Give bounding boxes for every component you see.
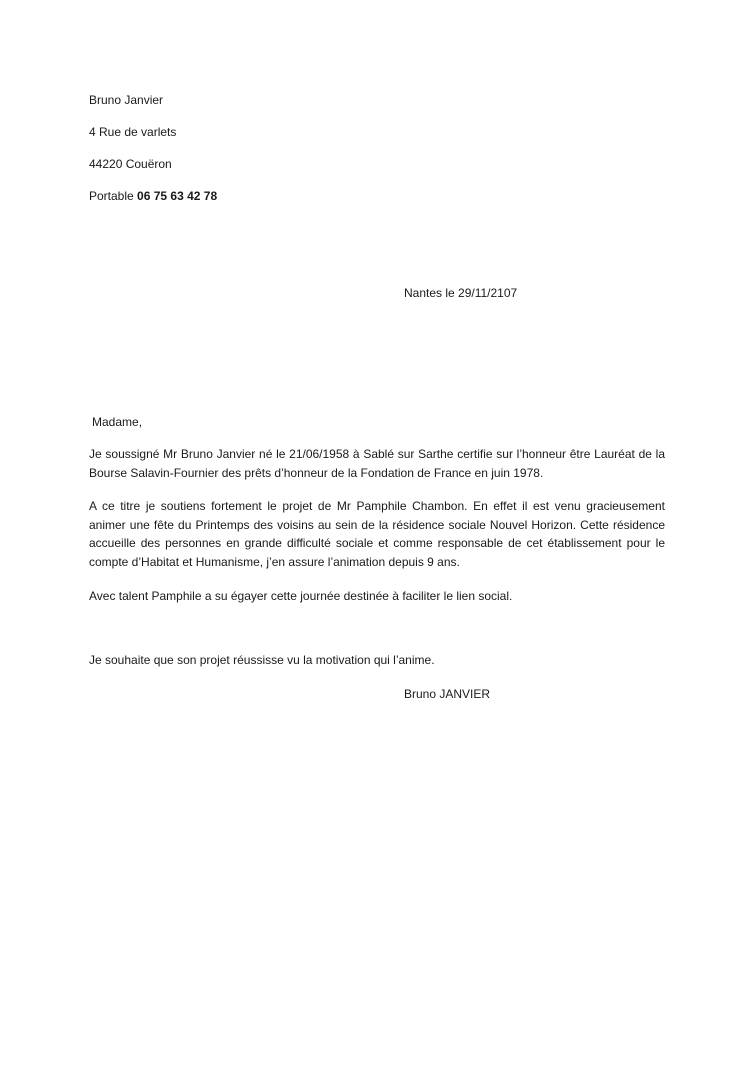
sender-city: 44220 Couëron [89, 157, 172, 171]
place-date: Nantes le 29/11/2107 [404, 286, 518, 300]
sender-phone [89, 188, 217, 204]
signature: Bruno JANVIER [404, 687, 491, 701]
paragraph-support: A ce titre je soutiens fortement le projet de Mr Pamphile Chambon. En effet il est venu gracieusement animer une fête du Printemps des voisins au sein de la résidence sociale Nouvel Horizon. Cette résidence accueille des personnes en grande difficulté sociale et comme responsable de cet établissement pour le compte d’Habitat et Humanisme, j’en assure l’animation depuis 9 ans. [89, 499, 665, 569]
salutation: Madame, [92, 415, 143, 429]
paragraph-wish: Je souhaite que son projet réussisse vu la motivation qui l’anime. [89, 653, 435, 667]
sender-street: 4 Rue de varlets [89, 125, 177, 139]
paragraph-certification: Je soussigné Mr Bruno Janvier né le 21/06/1958 à Sablé sur Sarthe certifie sur l’honneur être Lauréat de la Bourse Salavin-Fournier des prêts d’honneur de la Fondation de France en juin 1978. [89, 447, 665, 480]
paragraph-talent: Avec talent Pamphile a su égayer cette journée destinée à faciliter le lien social. [89, 589, 513, 603]
phone-number: 06 75 63 42 78 [137, 189, 218, 203]
sender-name: Bruno Janvier [89, 93, 164, 107]
phone-label: Portable [89, 189, 134, 203]
